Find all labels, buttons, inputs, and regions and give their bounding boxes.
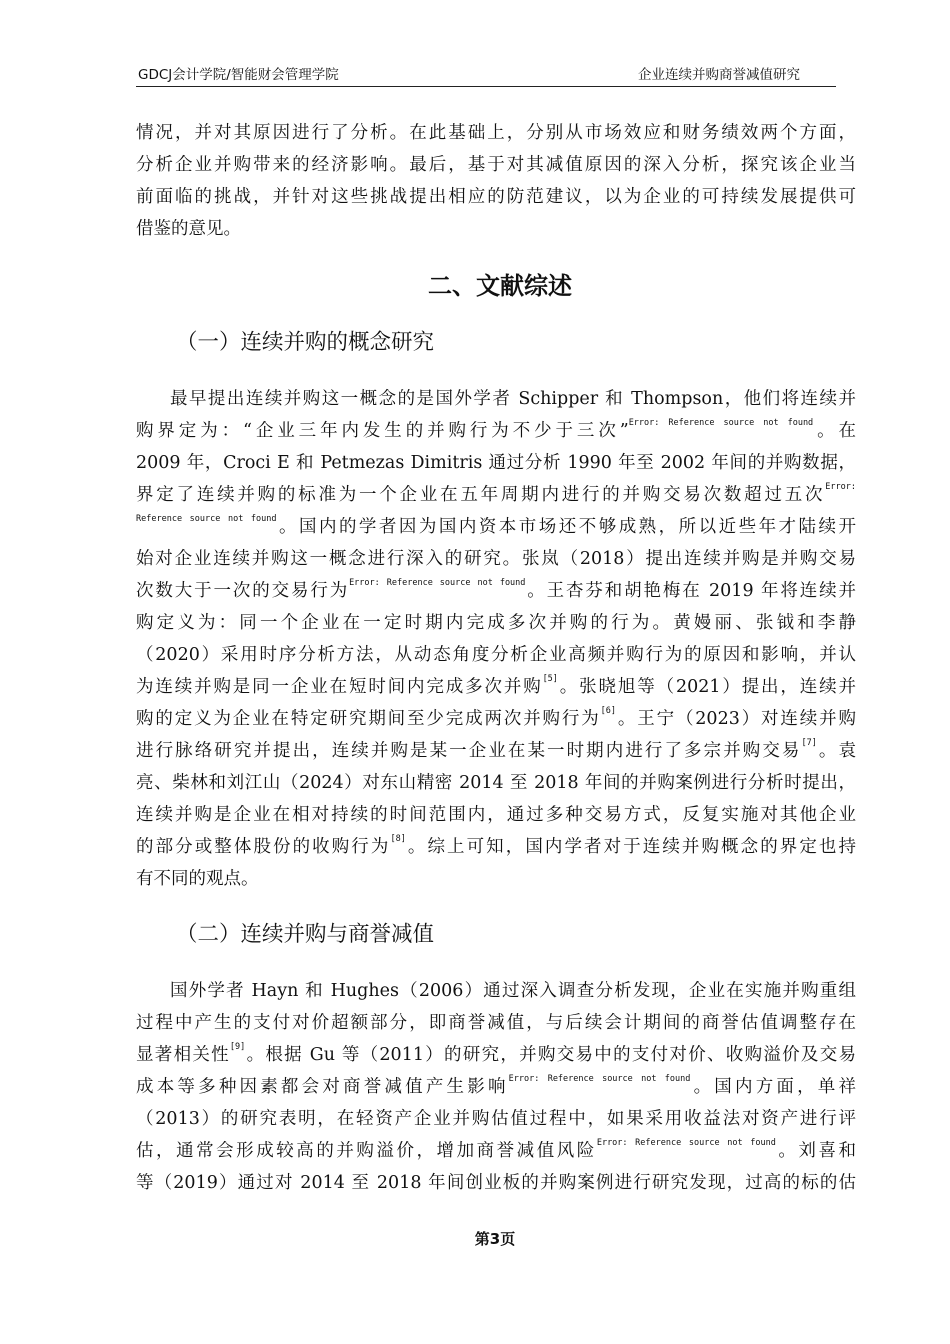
intro-line: 分析企业并购带来的经济影响。最后，基于对其减值原因的深入分析，探究该企业当: [136, 155, 856, 175]
paragraph-line: （2013）的研究表明，在轻资产企业并购估值过程中，如果采用收益法对资产进行评: [136, 1109, 856, 1129]
paragraph-line: 有不同的观点。: [136, 869, 259, 889]
paragraph-line: 最早提出连续并购这一概念的是国外学者 Schipper 和 Thompson，他们将连续并: [170, 389, 856, 409]
page-number: 第3页: [474, 1230, 516, 1248]
paragraph-line: 亮、柴林和刘江山（2024）对东山精密 2014 至 2018 年间的并购案例进行分析时提出，: [136, 773, 856, 793]
intro-line: 情况，并对其原因进行了分析。在此基础上，分别从市场效应和财务绩效两个方面，: [136, 123, 856, 143]
citation-ref: [8]: [390, 834, 406, 844]
paragraph-line: 过程中产生的支付对价超额部分，即商誉减值，与后续会计期间的商誉估值调整存在: [136, 1013, 856, 1033]
citation-error: Error: Reference source not found: [596, 1138, 776, 1148]
citation-error: Error: Reference source not found: [508, 1074, 691, 1084]
chapter-title: 二、文献综述: [428, 272, 572, 300]
paragraph-line: 始对企业连续并购这一概念进行深入的研究。张岚（2018）提出连续并购是并购交易: [136, 549, 856, 569]
paragraph-line: 显著相关性[9]。根据 Gu 等（2011）的研究，并购交易中的支付对价、收购溢价及交易: [136, 1042, 856, 1065]
paragraph-line: 为连续并购是同一企业在短时间内完成多次并购[5]。张晓旭等（2021）提出，连续并: [136, 674, 856, 697]
paragraph-line: 界定了连续并购的标准为一个企业在五年周期内进行的并购交易次数超过五次$^{Error:}$: [136, 482, 856, 505]
citation-error: Error: Reference source not found: [349, 578, 526, 588]
intro-line: 借鉴的意见。: [136, 219, 241, 239]
citation-error: Error: Reference source not found: [628, 418, 814, 428]
citation-error: Reference source not found: [136, 514, 277, 524]
paragraph-line: 次数大于一次的交易行为$^{Error: Reference source not found}$。王杏芬和胡艳梅在 2019 年将连续并: [136, 578, 856, 601]
paragraph-line: 的部分或整体股份的收购行为[8]。综上可知，国内学者对于连续并购概念的界定也持: [136, 834, 856, 857]
paragraph-line: 连续并购是企业在相对持续的时间范围内，通过多种交易方式，反复实施对其他企业: [136, 805, 856, 825]
section-title-goodwill: （二）连续并购与商誉减值: [176, 922, 435, 947]
paragraph-line: $^{Reference source not found}$。国内的学者因为国内资本市场还不够成熟，所以近些年才陆续开: [136, 514, 857, 537]
header-institution: GDCJ会计学院/智能财会管理学院: [138, 67, 339, 83]
citation-ref: [6]: [600, 706, 616, 716]
running-header: [136, 64, 836, 87]
citation-error: Error:: [825, 482, 856, 492]
paragraph-line: 进行脉络研究并提出，连续并购是某一企业在某一时期内进行了多宗并购交易[7]。袁: [136, 738, 857, 761]
paragraph-line: （2020）采用时序分析方法，从动态角度分析企业高频并购行为的原因和影响，并认: [136, 645, 856, 665]
header-thesis-title: 企业连续并购商誉减值研究: [638, 67, 800, 83]
paragraph-line: 估，通常会形成较高的并购溢价，增加商誉减值风险$^{Error: Reference source not found}$。刘喜和: [136, 1138, 857, 1161]
citation-ref: [7]: [801, 738, 817, 748]
section-title-concept: （一）连续并购的概念研究: [176, 330, 435, 355]
citation-ref: [5]: [542, 674, 558, 684]
paragraph-line: 购定义为：同一个企业在一定时期内完成多次并购的行为。黄嫚丽、张钺和李静: [136, 613, 856, 633]
paragraph-line: 2009 年，Croci E 和 Petmezas Dimitris 通过分析 1990 年至 2002 年间的并购数据，: [136, 453, 856, 473]
paragraph-line: 国外学者 Hayn 和 Hughes（2006）通过深入调查分析发现，企业在实施并购重组: [170, 981, 856, 1001]
intro-line: 前面临的挑战，并针对这些挑战提出相应的防范建议，以为企业的可持续发展提供可: [136, 187, 856, 207]
citation-ref: [9]: [229, 1042, 246, 1052]
paragraph-line: 等（2019）通过对 2014 至 2018 年间创业板的并购案例进行研究发现，过高的标的估: [136, 1173, 856, 1193]
paragraph-line: 成本等多种因素都会对商誉减值产生影响$^{Error: Reference source not found}$。国内方面，单祥: [136, 1074, 857, 1097]
paragraph-line: 购的定义为企业在特定研究期间至少完成两次并购行为[6]。王宁（2023）对连续并购: [136, 706, 856, 729]
paragraph-line: 购界定为：“企业三年内发生的并购行为不少于三次”$^{Error: Reference source not found}$。在: [136, 418, 856, 441]
